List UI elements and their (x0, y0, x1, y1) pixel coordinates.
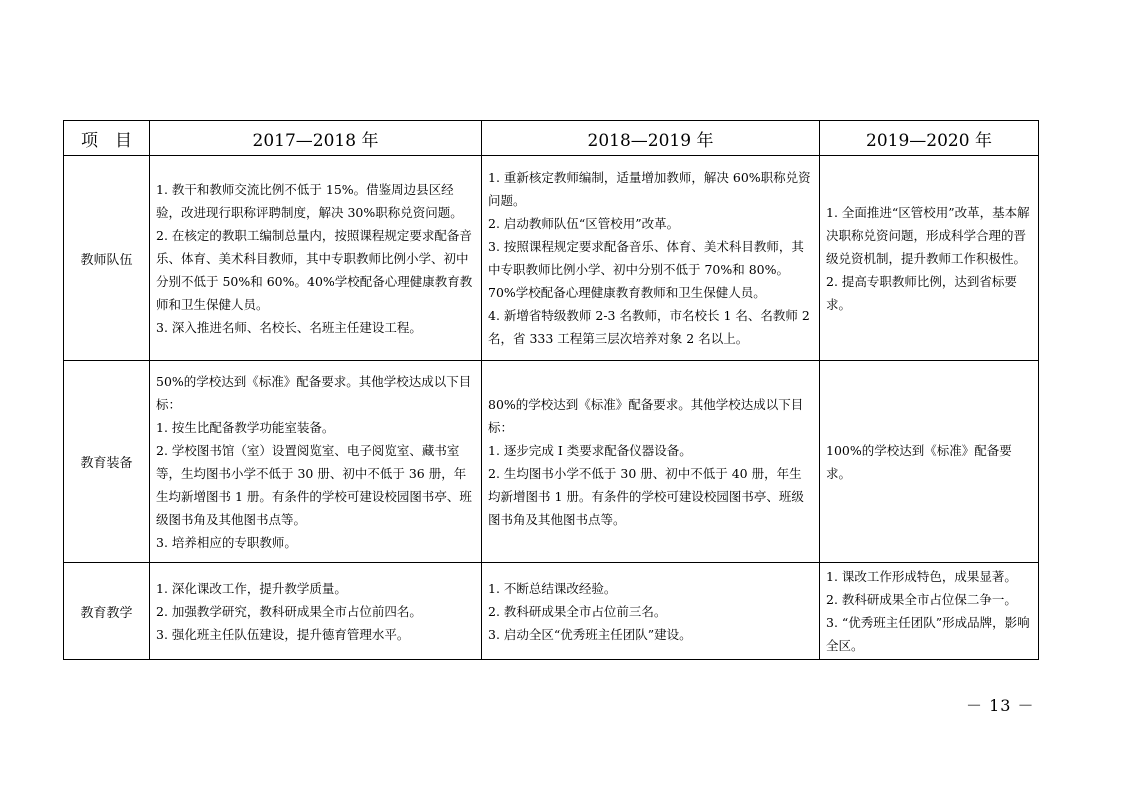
cell-line: 2. 提高专职教师比例，达到省标要求。 (826, 273, 1017, 312)
row-label-equipment: 教育装备 (64, 361, 150, 563)
cell-line: 2. 教科研成果全市占位前三名。 (488, 603, 667, 619)
cell-line: 80%的学校达到《标准》配备要求。其他学校达成以下目标： (488, 396, 804, 435)
table-cell (820, 156, 1039, 361)
cell-line: 3. 培养相应的专职教师。 (156, 534, 297, 550)
table-cell (150, 156, 482, 361)
table-row (64, 156, 1039, 361)
cell-line: 2. 生均图书小学不低于 30 册、初中不低于 40 册，年生均新增图书 1 册。有条件的学校可建设校园图书亭、班级图书角及其他图书点等。 (488, 465, 804, 527)
cell-line: 1. 教干和教师交流比例不低于 15%。借鉴周边县区经验，改进现行职称评聘制度，解决 30%职称兑资问题。 (156, 181, 463, 220)
cell-line: 2. 启动教师队伍“区管校用”改革。 (488, 216, 680, 231)
table-cell (820, 361, 1039, 563)
cell-line: 1. 逐步完成 I 类要求配备仪器设备。 (488, 442, 692, 458)
cell-line: 1. 课改工作形成特色，成果显著。 (826, 569, 1017, 584)
table-cell (150, 361, 482, 563)
cell-line: 1. 重新核定教师编制，适量增加教师，解决 60%职称兑资问题。 (488, 170, 811, 208)
cell-line: 1. 不断总结课改经验。 (488, 580, 617, 596)
cell-line: 1. 深化课改工作，提升教学质量。 (156, 580, 347, 596)
row-label-teaching: 教育教学 (64, 563, 150, 660)
header-year-2018-2019: 2018—2019 年 (482, 121, 820, 156)
table-header-row (64, 121, 1039, 156)
header-year-2017-2018: 2017—2018 年 (150, 121, 482, 156)
table-cell (482, 361, 820, 563)
plan-table (63, 120, 1039, 660)
table-cell (150, 563, 482, 660)
cell-line: 3. 强化班主任队伍建设，提升德育管理水平。 (156, 626, 410, 642)
cell-line: 2. 加强教学研究，教科研成果全市占位前四名。 (156, 603, 422, 619)
cell-line: 100%的学校达到《标准》配备要求。 (826, 442, 1012, 481)
row-label-teachers: 教师队伍 (64, 156, 150, 361)
cell-line: 50%的学校达到《标准》配备要求。其他学校达成以下目标： (156, 373, 472, 412)
cell-line: 3. 启动全区“优秀班主任团队”建设。 (488, 626, 692, 642)
table-cell (820, 563, 1039, 660)
cell-line: 1. 按生比配备教学功能室装备。 (156, 419, 335, 435)
page-number: － 13 － (966, 696, 1035, 715)
header-item: 项 目 (64, 121, 150, 156)
cell-line: 2. 教科研成果全市占位保二争一。 (826, 592, 1017, 607)
header-year-2019-2020: 2019—2020 年 (820, 121, 1039, 156)
table-cell (482, 156, 820, 361)
table-row (64, 361, 1039, 563)
cell-line: 2. 在核定的教职工编制总量内，按照课程规定要求配备音乐、体育、美术科目教师，其中专职教师比例小学、初中分别不低于 50%和 60%。40%学校配备心理健康教育教师和卫生保健人员。 (156, 227, 473, 312)
cell-line: 4. 新增省特级教师 2-3 名教师，市名校长 1 名、名教师 2 名，省 333 工程第三层次培养对象 2 名以上。 (488, 308, 810, 346)
cell-line: 1. 全面推进“区管校用”改革，基本解决职称兑资问题，形成科学合理的晋级兑资机制，提升教师工作积极性。 (826, 204, 1030, 266)
table-cell (482, 563, 820, 660)
cell-line: 3. 深入推进名师、名校长、名班主任建设工程。 (156, 319, 422, 335)
cell-line: 3. “优秀班主任团队”形成品牌，影响全区。 (826, 615, 1030, 653)
cell-line: 2. 学校图书馆（室）设置阅览室、电子阅览室、藏书室等，生均图书小学不低于 30 册、初中不低于 36 册，年生均新增图书 1 册。有条件的学校可建设校园图书亭、班级图书角及其他图书点等。 (156, 442, 472, 527)
table-row (64, 563, 1039, 660)
cell-line: 3. 按照课程规定要求配备音乐、体育、美术科目教师，其中专职教师比例小学、初中分别不低于 70%和 80%。70%学校配备心理健康教育教师和卫生保健人员。 (488, 239, 804, 300)
